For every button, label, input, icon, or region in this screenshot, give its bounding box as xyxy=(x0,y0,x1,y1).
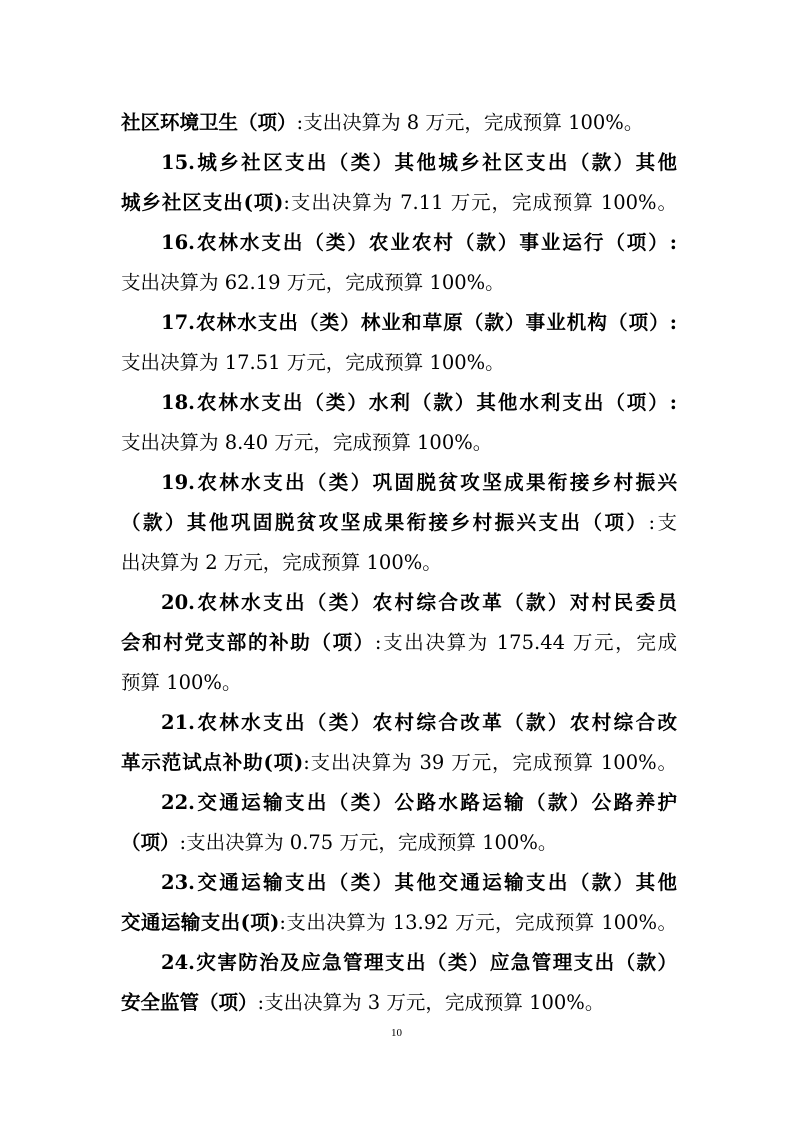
page-number: 10 xyxy=(391,1027,402,1039)
text-line: 24.灾害防治及应急管理支出（类）应急管理支出（款） xyxy=(161,951,677,974)
text-line: 支出决算为 17.51 万元，完成预算 100%。 xyxy=(121,351,505,374)
text-line: 支出决算为 8.40 万元，完成预算 100%。 xyxy=(121,431,493,454)
text-line: 23.交通运输支出（类）其他交通运输支出（款）其他 xyxy=(161,871,677,894)
text-line: 22.交通运输支出（类）公路水路运输（款）公路养护 xyxy=(161,791,677,814)
text-line: 18.农林水支出（类）水利（款）其他水利支出（项）: xyxy=(161,391,677,414)
text-line: 21.农林水支出（类）农村综合改革（款）农村综合改 xyxy=(161,711,677,734)
text-line: 出决算为 2 万元，完成预算 100%。 xyxy=(121,551,442,574)
text-line: 19.农林水支出（类）巩固脱贫攻坚成果衔接乡村振兴 xyxy=(161,471,677,494)
text-line: 社区环境卫生（项）:支出决算为 8 万元，完成预算 100%。 xyxy=(121,111,644,134)
text-line: 16.农林水支出（类）农业农村（款）事业运行（项）: xyxy=(161,231,677,254)
text-line: 15.城乡社区支出（类）其他城乡社区支出（款）其他 xyxy=(161,151,677,174)
text-line: 革示范试点补助(项):支出决算为 39 万元，完成预算 100%。 xyxy=(121,751,678,774)
text-line: 17.农林水支出（类）林业和草原（款）事业机构（项）: xyxy=(161,311,677,334)
text-line: 预算 100%。 xyxy=(121,671,242,694)
text-line: 20.农林水支出（类）农村综合改革（款）对村民委员 xyxy=(161,591,677,614)
text-line: （款）其他巩固脱贫攻坚成果衔接乡村振兴支出（项）:支 xyxy=(121,511,677,534)
text-line: 支出决算为 62.19 万元，完成预算 100%。 xyxy=(121,271,505,294)
text-line: 安全监管（项）:支出决算为 3 万元，完成预算 100%。 xyxy=(121,991,605,1014)
text-line: 会和村党支部的补助（项）:支出决算为 175.44 万元，完成 xyxy=(121,631,677,654)
text-line: 交通运输支出(项):支出决算为 13.92 万元，完成预算 100%。 xyxy=(121,911,678,934)
document-body xyxy=(121,103,677,1023)
text-line: （项）:支出决算为 0.75 万元，完成预算 100%。 xyxy=(121,831,558,854)
text-line: 城乡社区支出(项):支出决算为 7.11 万元，完成预算 100%。 xyxy=(121,191,678,214)
